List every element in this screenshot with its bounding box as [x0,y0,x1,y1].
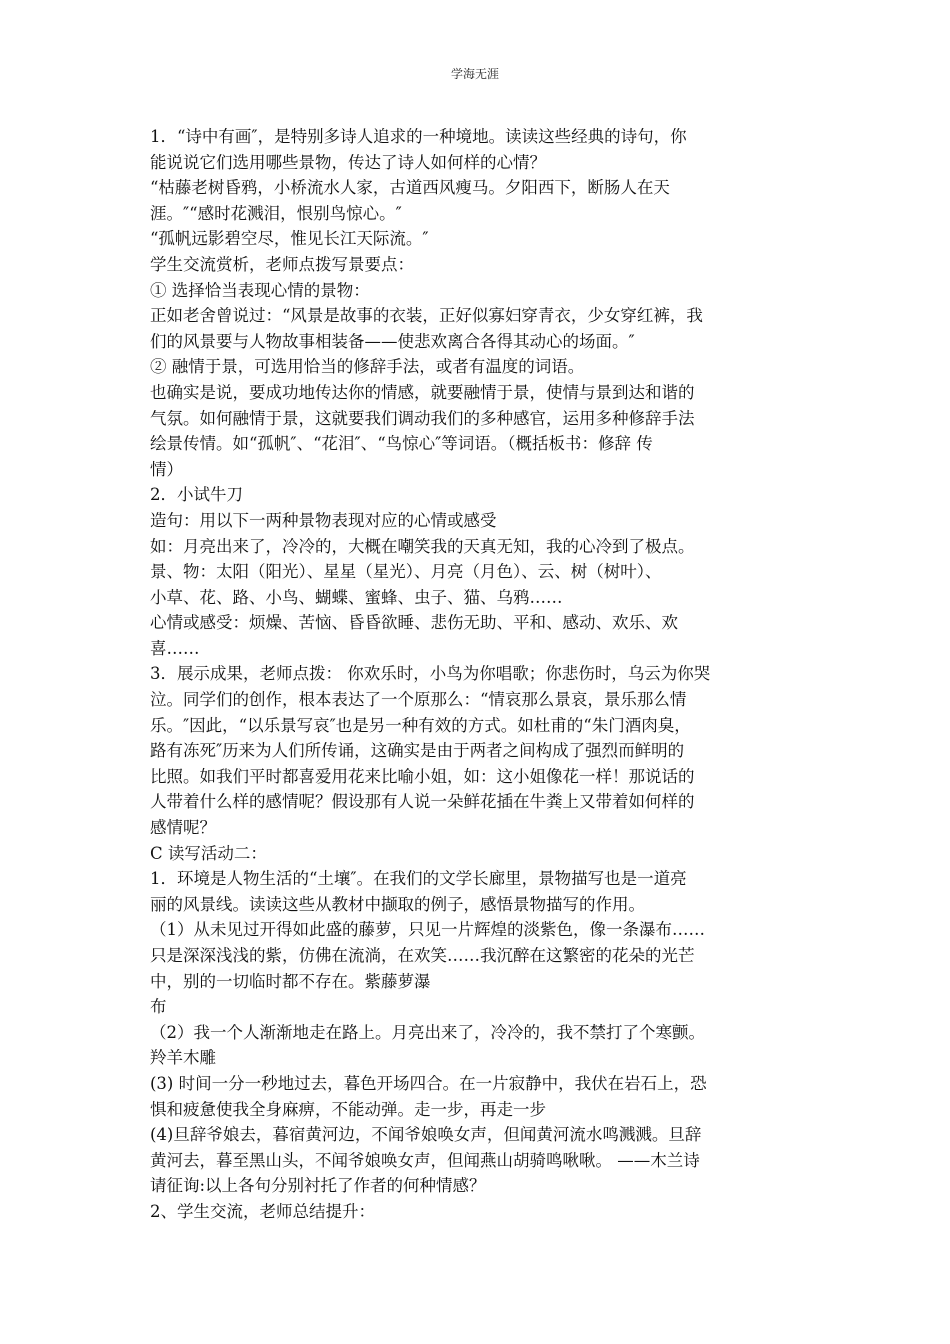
text-line: 布 [150,997,167,1017]
text-line: 请征询:以上各句分别衬托了作者的何种情感？ [150,1176,486,1196]
text-line: 1．环境是人物生活的“土壤″。在我们的文学长廊里，景物描写也是一道亮 [150,869,687,889]
text-line: 学生交流赏析，老师点拨写景要点： [150,254,414,274]
text-line: 2．小试牛刀 [150,485,243,505]
text-line: 心情或感受：烦燥、苦恼、昏昏欲睡、悲伤无助、平和、感动、欢乐、欢 [150,613,678,633]
text-line: “孤帆远影碧空尽，惟见长江天际流。″ [150,229,429,249]
text-line: 3．展示成果，老师点拨： 你欢乐时，小鸟为你唱歌；你悲伤时，乌云为你哭 [150,664,711,684]
text-line: （1）从未见过开得如此盛的藤萝，只见一片辉煌的淡紫色，像一条瀑布…… [150,920,705,940]
text-line: 绘景传情。如“孤帆″、“花泪″、“鸟惊心″等词语。（概括板书：修辞 传 [150,434,653,454]
text-line: 们的风景要与人物故事相装备——使悲欢离合各得其动心的场面。″ [150,331,635,351]
text-line: ② 融情于景，可选用恰当的修辞手法，或者有温度的词语。 [150,357,585,377]
page-header: 学海无涯 [450,67,499,81]
text-line: 泣。同学们的创作，根本表达了一个原那么：“情哀那么景哀，景乐那么情 [150,690,687,710]
text-line: 喜…… [150,638,200,658]
text-line: “枯藤老树昏鸦，小桥流水人家，古道西风瘦马。夕阳西下，断肠人在天 [150,178,670,198]
text-line: 比照。如我们平时都喜爱用花来比喻小姐，如：这小姐像花一样！那说话的 [150,766,695,786]
text-line: （2）我一个人渐渐地走在路上。月亮出来了，冷冷的，我不禁打了个寒颤。 [150,1022,705,1042]
text-line: 能说说它们选用哪些景物，传达了诗人如何样的心情？ [150,152,546,172]
text-line: 气氛。如何融情于景，这就要我们调动我们的多种感官，运用多种修辞手法 [150,408,695,428]
text-line: ① 选择恰当表现心情的景物： [150,280,370,300]
text-line: 惧和疲惫使我全身麻痹，不能动弹。走一步，再走一步 [150,1099,546,1119]
text-line: 涯。″“感时花溅泪，恨别鸟惊心。″ [150,203,402,223]
text-line: 丽的风景线。读读这些从教材中撷取的例子，感悟景物描写的作用。 [150,894,645,914]
text-line: 正如老舍曾说过：“风景是故事的衣装，正好似寡妇穿青衣，少女穿红裤，我 [150,306,703,326]
text-line: 人带着什么样的感情呢？假设那有人说一朵鲜花插在牛粪上又带着如何样的 [150,792,695,812]
text-line: 如：月亮出来了，冷冷的，大概在嘲笑我的天真无知，我的心冷到了极点。 [150,536,695,556]
text-line: 感情呢？ [150,818,216,838]
text-line: 中，别的一切临时都不存在。紫藤萝瀑 [150,971,431,991]
text-line: 乐。″因此，“以乐景写哀″也是另一种有效的方式。如杜甫的“朱门酒肉臭， [150,715,691,735]
text-line: 情） [150,459,183,479]
text-line: 羚羊木雕 [150,1048,216,1068]
text-line: 黄河去，暮至黑山头，不闻爷娘唤女声，但闻燕山胡骑鸣啾啾。 ——木兰诗 [150,1150,700,1170]
text-line: 2、学生交流，老师总结提升： [150,1201,375,1221]
text-line: 路有冻死″历来为人们所传诵，这确实是由于两者之间构成了强烈而鲜明的 [150,741,685,761]
text-line: 也确实是说，要成功地传达你的情感，就要融情于景，使情与景到达和谐的 [150,382,695,402]
text-line: (3) 时间一分一秒地过去，暮色开场四合。在一片寂静中，我伏在岩石上，恐 [150,1073,707,1093]
text-line: (4)旦辞爷娘去，暮宿黄河边，不闻爷娘唤女声，但闻黄河流水鸣溅溅。旦辞 [150,1125,702,1145]
text-line: 景、物：太阳（阳光）、星星（星光）、月亮（月色）、云、树（树叶）、 [150,562,662,582]
text-line: 小草、花、路、小鸟、蝴蝶、蜜蜂、虫子、猫、乌鸦…… [150,587,563,607]
text-line: 造句：用以下一两种景物表现对应的心情或感受 [150,510,497,530]
text-line: 1．“诗中有画″，是特别多诗人追求的一种境地。读读这些经典的诗句，你 [150,127,687,146]
document-body [150,124,800,1225]
text-line: C 读写活动二： [150,843,267,863]
text-line: 只是深深浅浅的紫，仿佛在流淌，在欢笑……我沉醉在这繁密的花朵的光芒 [150,946,695,965]
